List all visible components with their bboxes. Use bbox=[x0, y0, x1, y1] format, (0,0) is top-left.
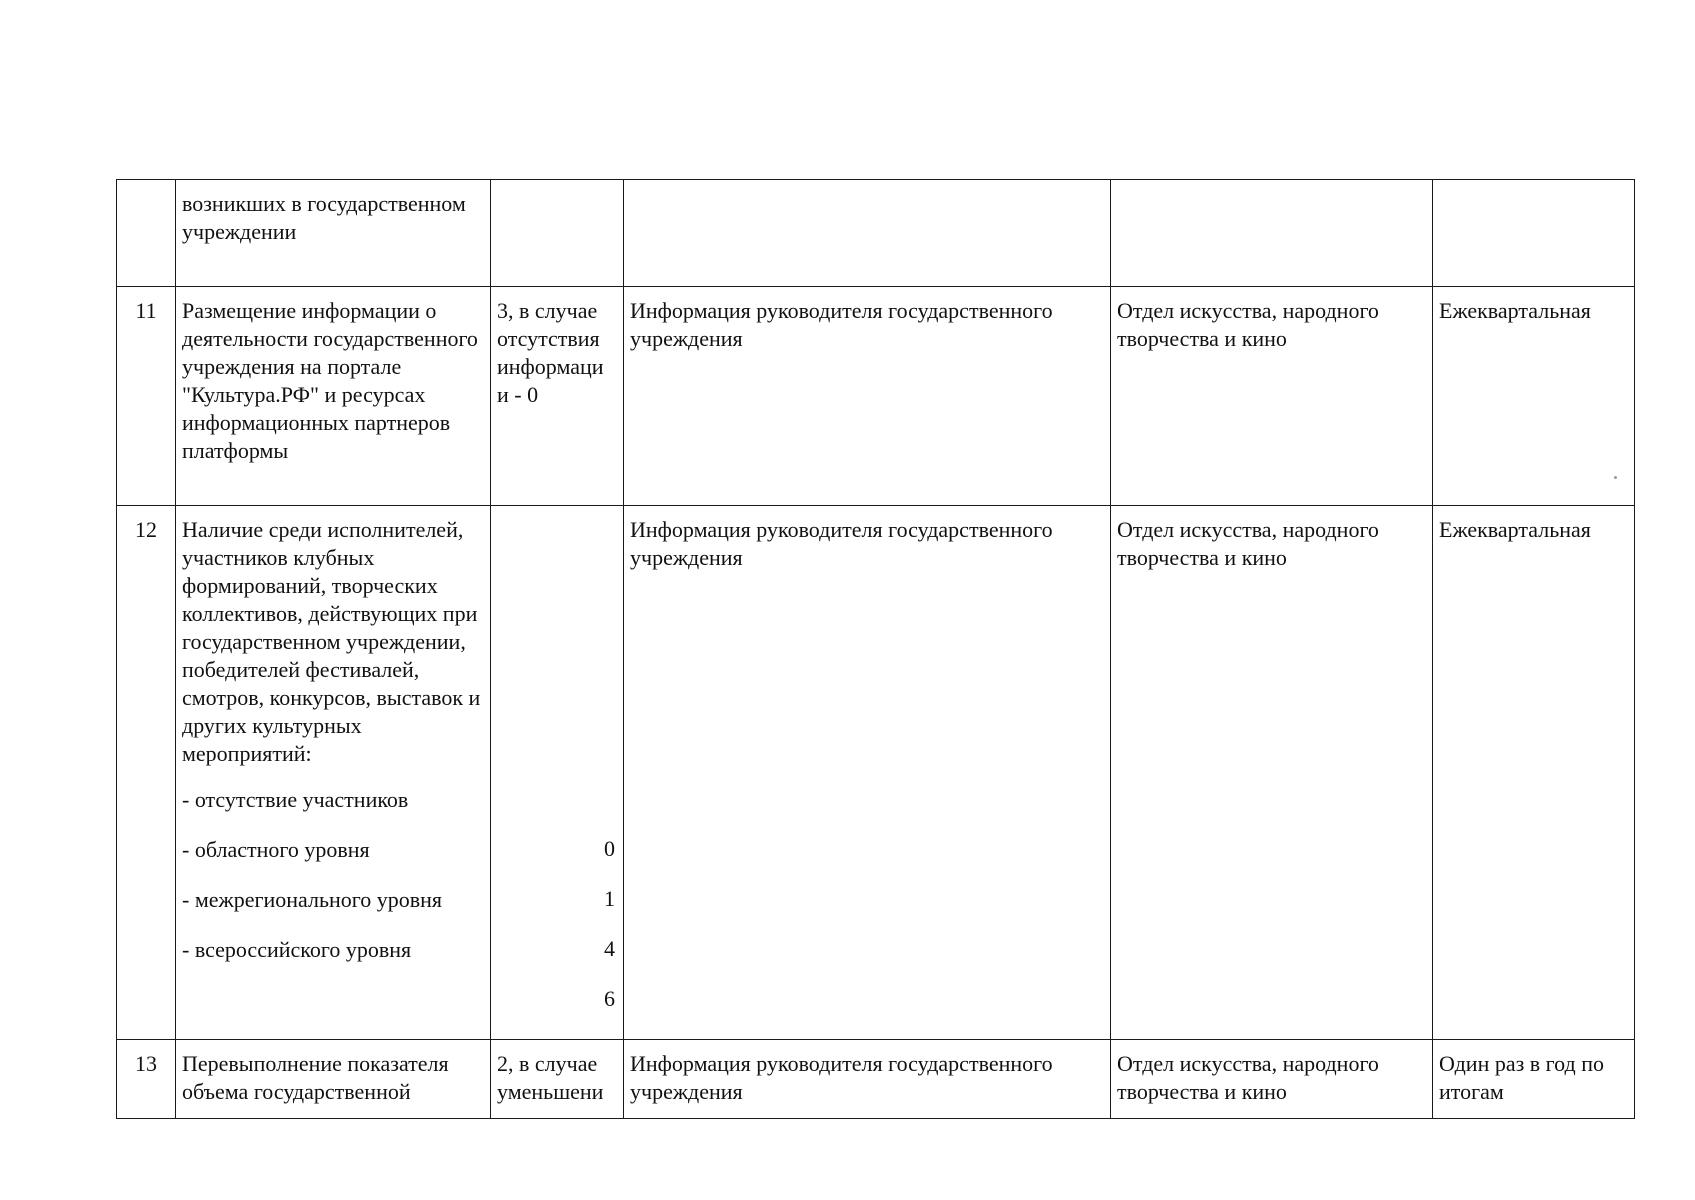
indicator-cell bbox=[176, 506, 491, 1040]
sub-item-score: 1 bbox=[604, 886, 615, 911]
indicator-cell: Размещение информации о деятельности государственного учреждения на портале "Культура.РФ" и ресурсах информационных партнеров платформы bbox=[176, 287, 491, 506]
sub-item-score: 0 bbox=[604, 836, 615, 861]
sub-item-label: - межрегионального уровня bbox=[182, 887, 443, 912]
score-cell bbox=[491, 180, 624, 287]
source-cell: Информация руководителя государственного учреждения bbox=[624, 1040, 1111, 1119]
frequency-cell bbox=[1433, 180, 1635, 287]
row-number bbox=[117, 180, 176, 287]
indicator-text: Наличие среди исполнителей, участников клубных формирований, творческих коллективов, действующих при государственном учреждении, победителей фестивалей, смотров, конкурсов, выставок и других культурных мероприятий: bbox=[182, 517, 481, 766]
table-row bbox=[117, 287, 1635, 506]
score-cell bbox=[491, 506, 624, 1040]
table-row bbox=[117, 180, 1635, 287]
source-cell bbox=[624, 180, 1111, 287]
table-row bbox=[117, 1040, 1635, 1119]
sub-item-score: 6 bbox=[604, 986, 615, 1011]
source-cell: Информация руководителя государственного учреждения bbox=[624, 287, 1111, 506]
criteria-table bbox=[116, 179, 1635, 1119]
sub-item-label: - отсутствие участников bbox=[182, 787, 409, 812]
department-cell: Отдел искусства, народного творчества и кино bbox=[1111, 287, 1433, 506]
department-cell: Отдел искусства, народного творчества и кино bbox=[1111, 506, 1433, 1040]
frequency-cell: Ежеквартальная bbox=[1433, 287, 1635, 506]
sub-item-list bbox=[182, 786, 484, 986]
indicator-cell: возникших в государственном учреждении bbox=[176, 180, 491, 287]
sub-item-score: 4 bbox=[604, 936, 615, 961]
frequency-cell: Ежеквартальная bbox=[1433, 506, 1635, 1040]
indicator-cell: Перевыполнение показателя объема государственной bbox=[176, 1040, 491, 1119]
sub-item-label: - областного уровня bbox=[182, 837, 370, 862]
frequency-cell: Один раз в год по итогам bbox=[1433, 1040, 1635, 1119]
source-cell: Информация руководителя государственного учреждения bbox=[624, 506, 1111, 1040]
row-number: 11 bbox=[117, 287, 176, 506]
score-cell: 2, в случае уменьшени bbox=[491, 1040, 624, 1119]
row-number: 12 bbox=[117, 506, 176, 1040]
scan-speck bbox=[1614, 476, 1617, 479]
table-row bbox=[117, 506, 1635, 1040]
department-cell: Отдел искусства, народного творчества и кино bbox=[1111, 1040, 1433, 1119]
sub-item-label: - всероссийского уровня bbox=[182, 937, 412, 962]
score-cell: 3, в случае отсутствия информаци и - 0 bbox=[491, 287, 624, 506]
row-number: 13 bbox=[117, 1040, 176, 1119]
department-cell bbox=[1111, 180, 1433, 287]
